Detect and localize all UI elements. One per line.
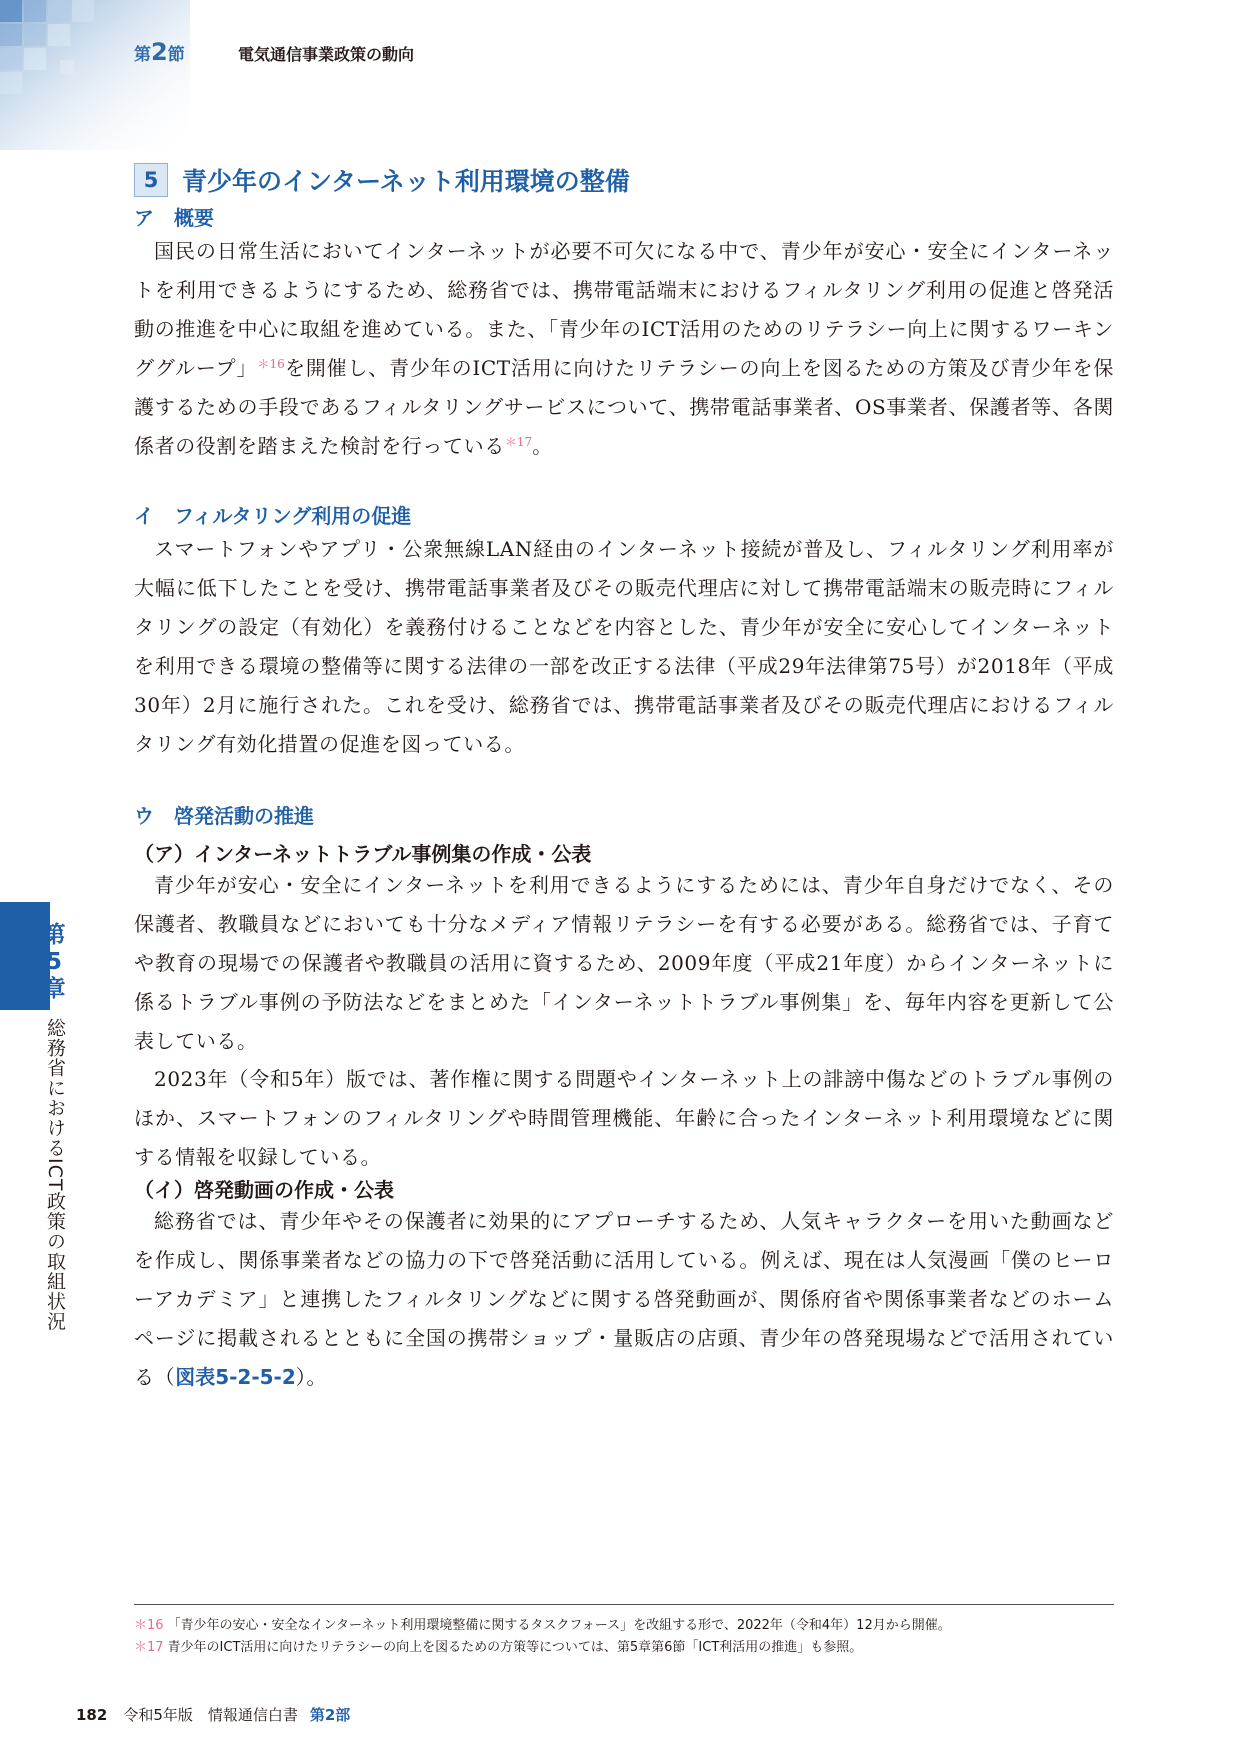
footnote-16: ＊16 「青少年の安心・安全なインターネット利用環境整備に関するタスクフォース」を改組する形で、2022年（令和4年）12月から開催。 bbox=[134, 1618, 951, 1633]
side-chapter-title: 総務省におけるICT政策の取組状況 bbox=[44, 1018, 66, 1332]
footnote-17: ＊17 青少年のICT活用に向けたリテラシーの向上を図るための方策等については、第5章第6節「ICT利活用の推進」も参照。 bbox=[134, 1640, 863, 1655]
footnote-divider bbox=[134, 1604, 1114, 1605]
page-footer bbox=[76, 1704, 350, 1725]
book-title: 令和5年版 情報通信白書 bbox=[123, 1706, 298, 1724]
section-heading bbox=[134, 162, 630, 198]
subsubheading-trouble-casebook: （ア）インターネットトラブル事例集の作成・公表 bbox=[134, 842, 592, 866]
figure-reference-link[interactable]: 図表5-2-5-2 bbox=[175, 1365, 296, 1389]
paragraph-filtering: スマートフォンやアプリ・公衆無線LAN経由のインターネット接続が普及し、フィルタリング利用率が大幅に低下したことを受け、携帯電話事業者及びその販売代理店に対して携帯電話端末の販売時にフィルタリングの設定（有効化）を義務付けることなどを内容とした、青少年が安全に安心してインターネットを利用できる環境の整備等に関する法律の一部を改正する法律（平成29年法律第75号）が2018年（平成30年）2月に施行された。これを受け、総務省では、携帯電話事業者及びその販売代理店におけるフィルタリング有効化措置の促進を図っている。 bbox=[134, 537, 1114, 756]
side-chapter-label: 第5章 bbox=[42, 922, 66, 1002]
section-title: 青少年のインターネット利用環境の整備 bbox=[182, 167, 630, 196]
subheading-overview: ア 概要 bbox=[134, 206, 214, 230]
part-label: 第2部 bbox=[309, 1706, 351, 1724]
paragraph-awareness-video: 総務省では、青少年やその保護者に効果的にアプローチするため、人気キャラクターを用いた動画などを作成し、関係事業者などの協力の下で啓発活動に活用している。例えば、現在は人気漫画「僕のヒーローアカデミア」と連携したフィルタリングなどに関する啓発動画が、関係府省や関係事業者などのホームページに掲載されるとともに全国の携帯ショップ・量販店の店頭、青少年の啓発現場などで活用されている（図表5-2-5-2）。 bbox=[134, 1209, 1114, 1389]
paragraph-trouble-casebook-2: 2023年（令和5年）版では、著作権に関する問題やインターネット上の誹謗中傷などのトラブル事例のほか、スマートフォンのフィルタリングや時間管理機能、年齢に合ったインターネット利用環境などに関する情報を収録している。 bbox=[134, 1067, 1114, 1169]
header-section-number: 第2節 bbox=[134, 38, 185, 66]
paragraph-trouble-casebook-1: 青少年が安心・安全にインターネットを利用できるようにするためには、青少年自身だけでなく、その保護者、教職員などにおいても十分なメディア情報リテラシーを有する必要がある。総務省では、子育てや教育の現場での保護者や教職員の活用に資するため、2009年度（平成21年度）からインターネットに係るトラブル事例の予防法などをまとめた「インターネットトラブル事例集」を、毎年内容を更新して公表している。 bbox=[134, 873, 1114, 1053]
subheading-awareness: ウ 啓発活動の推進 bbox=[134, 804, 314, 828]
paragraph-overview: 国民の日常生活においてインターネットが必要不可欠になる中で、青少年が安心・安全にインターネットを利用できるようにするため、総務省では、携帯電話端末におけるフィルタリング利用の促進と啓発活動の推進を中心に取組を進めている。また、「青少年のICT活用のためのリテラシー向上に関するワーキンググループ」$^{*16}$を開催し、青少年のICT活用に向けたリテラシーの向上を図るための方策及び青少年を保護するための手段であるフィルタリングサービスについて、携帯電話事業者、OS事業者、保護者等、各関係者の役割を踏まえた検討を行っている$^{*17}$。 bbox=[134, 239, 1115, 458]
subsubheading-awareness-video: （イ）啓発動画の作成・公表 bbox=[134, 1178, 394, 1202]
section-number-box: 5 bbox=[134, 163, 168, 197]
header-chapter-title: 電気通信事業政策の動向 bbox=[238, 45, 415, 64]
footnote-ref-16[interactable]: ＊16 bbox=[257, 357, 285, 371]
subheading-filtering: イ フィルタリング利用の促進 bbox=[134, 504, 412, 528]
header-decoration bbox=[0, 0, 190, 150]
footnote-ref-17[interactable]: ＊17 bbox=[504, 435, 533, 449]
page-number: 182 bbox=[76, 1706, 108, 1724]
